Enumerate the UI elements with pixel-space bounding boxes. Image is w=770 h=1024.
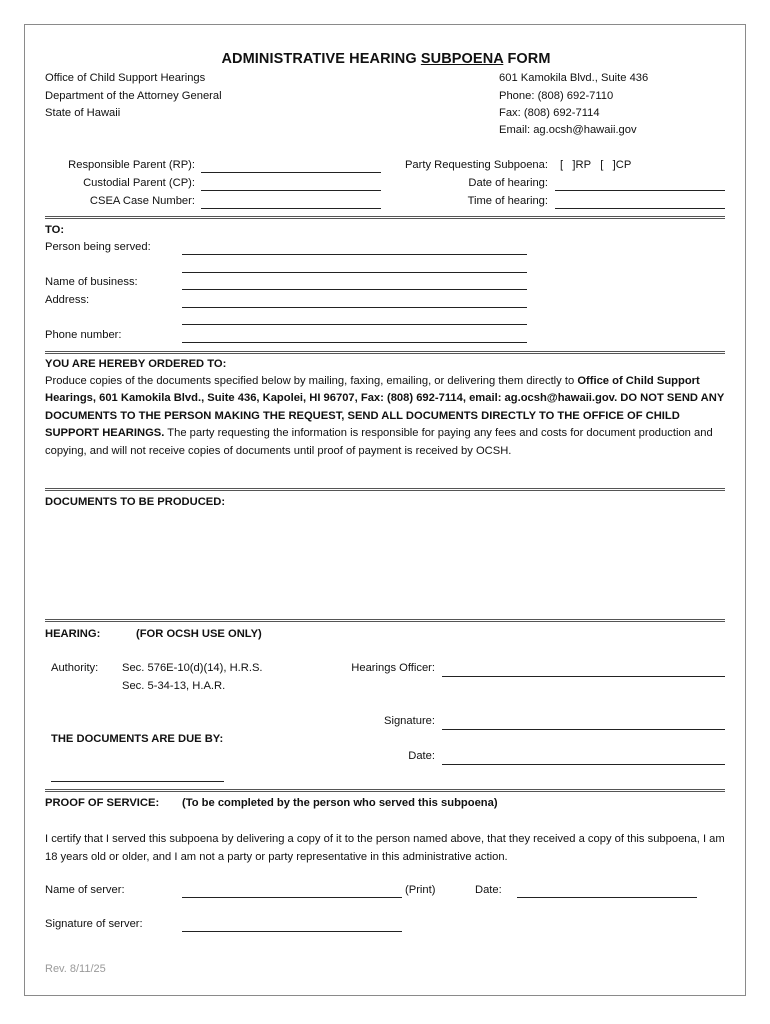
documents-due-date-field[interactable] bbox=[51, 781, 224, 782]
section-divider bbox=[45, 351, 725, 354]
hearing-heading: HEARING: bbox=[45, 628, 101, 640]
certification-text: I certify that I served this subpoena by delivering a copy of it to the person named above, that they received a copy of this subpoena, I am 18 years old or older, and I am not a party or party representative in this administrative action. bbox=[45, 833, 725, 863]
department-name: Department of the Attorney General bbox=[45, 90, 222, 102]
hearing-date-label: Date: bbox=[408, 750, 435, 762]
order-text: Produce copies of the documents specified below by mailing, faxing, emailing, or delivering them directly to bbox=[45, 375, 578, 387]
person-served-field-2[interactable] bbox=[182, 272, 527, 273]
server-name-field[interactable] bbox=[182, 897, 402, 898]
order-heading: YOU ARE HEREBY ORDERED TO: bbox=[45, 358, 227, 370]
office-phone: Phone: (808) 692-7110 bbox=[499, 90, 614, 102]
signature-field[interactable] bbox=[442, 729, 725, 730]
service-date-label: Date: bbox=[475, 884, 502, 896]
title-underlined-word: SUBPOENA bbox=[420, 51, 504, 67]
page-title bbox=[25, 51, 747, 67]
hearings-officer-label: Hearings Officer: bbox=[351, 662, 435, 674]
documents-heading: DOCUMENTS TO BE PRODUCED: bbox=[45, 496, 226, 508]
responsible-parent-label: Responsible Parent (RP): bbox=[68, 159, 195, 171]
responsible-parent-field[interactable] bbox=[201, 172, 381, 173]
revision-date: Rev. 8/11/25 bbox=[45, 963, 106, 975]
to-heading: TO: bbox=[45, 224, 65, 236]
documents-area[interactable] bbox=[45, 513, 725, 613]
service-date-field[interactable] bbox=[517, 897, 697, 898]
csea-case-number-label: CSEA Case Number: bbox=[89, 195, 195, 207]
date-of-hearing-label: Date of hearing: bbox=[468, 177, 548, 189]
phone-number-field[interactable] bbox=[182, 342, 527, 343]
subpoena-form bbox=[24, 24, 746, 996]
server-signature-field[interactable] bbox=[182, 931, 402, 932]
server-name-label: Name of server: bbox=[45, 884, 125, 896]
address-label: Address: bbox=[45, 294, 90, 306]
section-divider bbox=[45, 488, 725, 491]
title-suffix: FORM bbox=[503, 51, 551, 67]
party-requesting-checkboxes[interactable]: [ ]RP [ ]CP bbox=[560, 159, 632, 171]
date-of-hearing-field[interactable] bbox=[555, 190, 725, 191]
print-label: (Print) bbox=[405, 884, 436, 896]
business-name-field[interactable] bbox=[182, 289, 527, 290]
time-of-hearing-label: Time of hearing: bbox=[467, 195, 548, 207]
section-divider bbox=[45, 619, 725, 622]
person-served-label: Person being served: bbox=[45, 241, 151, 253]
server-signature-label: Signature of server: bbox=[45, 918, 143, 930]
order-paragraph bbox=[45, 373, 725, 460]
custodial-parent-label: Custodial Parent (CP): bbox=[83, 177, 195, 189]
proof-of-service-heading: PROOF OF SERVICE: bbox=[45, 797, 160, 809]
csea-case-number-field[interactable] bbox=[201, 208, 381, 209]
documents-due-label: THE DOCUMENTS ARE DUE BY: bbox=[51, 733, 224, 745]
business-name-label: Name of business: bbox=[45, 276, 138, 288]
custodial-parent-field[interactable] bbox=[201, 190, 381, 191]
authority-rule: Sec. 5-34-13, H.A.R. bbox=[122, 680, 226, 692]
office-address: 601 Kamokila Blvd., Suite 436 bbox=[499, 72, 649, 84]
time-of-hearing-field[interactable] bbox=[555, 208, 725, 209]
title-prefix: ADMINISTRATIVE HEARING bbox=[221, 51, 421, 67]
authority-label: Authority: bbox=[51, 662, 99, 674]
ocsh-use-only: (FOR OCSH USE ONLY) bbox=[136, 628, 262, 640]
address-field[interactable] bbox=[182, 307, 527, 308]
authority-statute: Sec. 576E-10(d)(14), H.R.S. bbox=[122, 662, 263, 674]
address-field-2[interactable] bbox=[182, 324, 527, 325]
state-name: State of Hawaii bbox=[45, 107, 121, 119]
order-text-continued: The party requesting the information is responsible for paying any fees and costs for document production and copying, and will not receive copies of documents until proof of payment is received by OCSH. bbox=[45, 427, 713, 457]
person-served-field[interactable] bbox=[182, 254, 527, 255]
section-divider bbox=[45, 789, 725, 792]
order-bold-text: Office of Child Support Hearings, 601 Kamokila Blvd., Suite 436, Kapolei, HI 96707, Fax: (808) 692-7114, email: ag.ocsh@hawaii.gov. DO NOT SEND ANY DOCUMENTS TO THE PERSON MAKING THE REQUEST, SEND ALL DOCUMENTS DIRECTLY TO THE OFFICE OF CHILD SUPPORT HEARINGS. bbox=[45, 375, 725, 440]
office-fax: Fax: (808) 692-7114 bbox=[499, 107, 600, 119]
hearing-date-field[interactable] bbox=[442, 764, 725, 765]
office-email: Email: ag.ocsh@hawaii.gov bbox=[499, 124, 637, 136]
phone-number-label: Phone number: bbox=[45, 329, 122, 341]
signature-label: Signature: bbox=[384, 715, 435, 727]
hearings-officer-field[interactable] bbox=[442, 676, 725, 677]
office-name: Office of Child Support Hearings bbox=[45, 72, 206, 84]
section-divider bbox=[45, 216, 725, 219]
party-requesting-label: Party Requesting Subpoena: bbox=[404, 159, 548, 171]
proof-of-service-note: (To be completed by the person who served this subpoena) bbox=[182, 797, 498, 809]
